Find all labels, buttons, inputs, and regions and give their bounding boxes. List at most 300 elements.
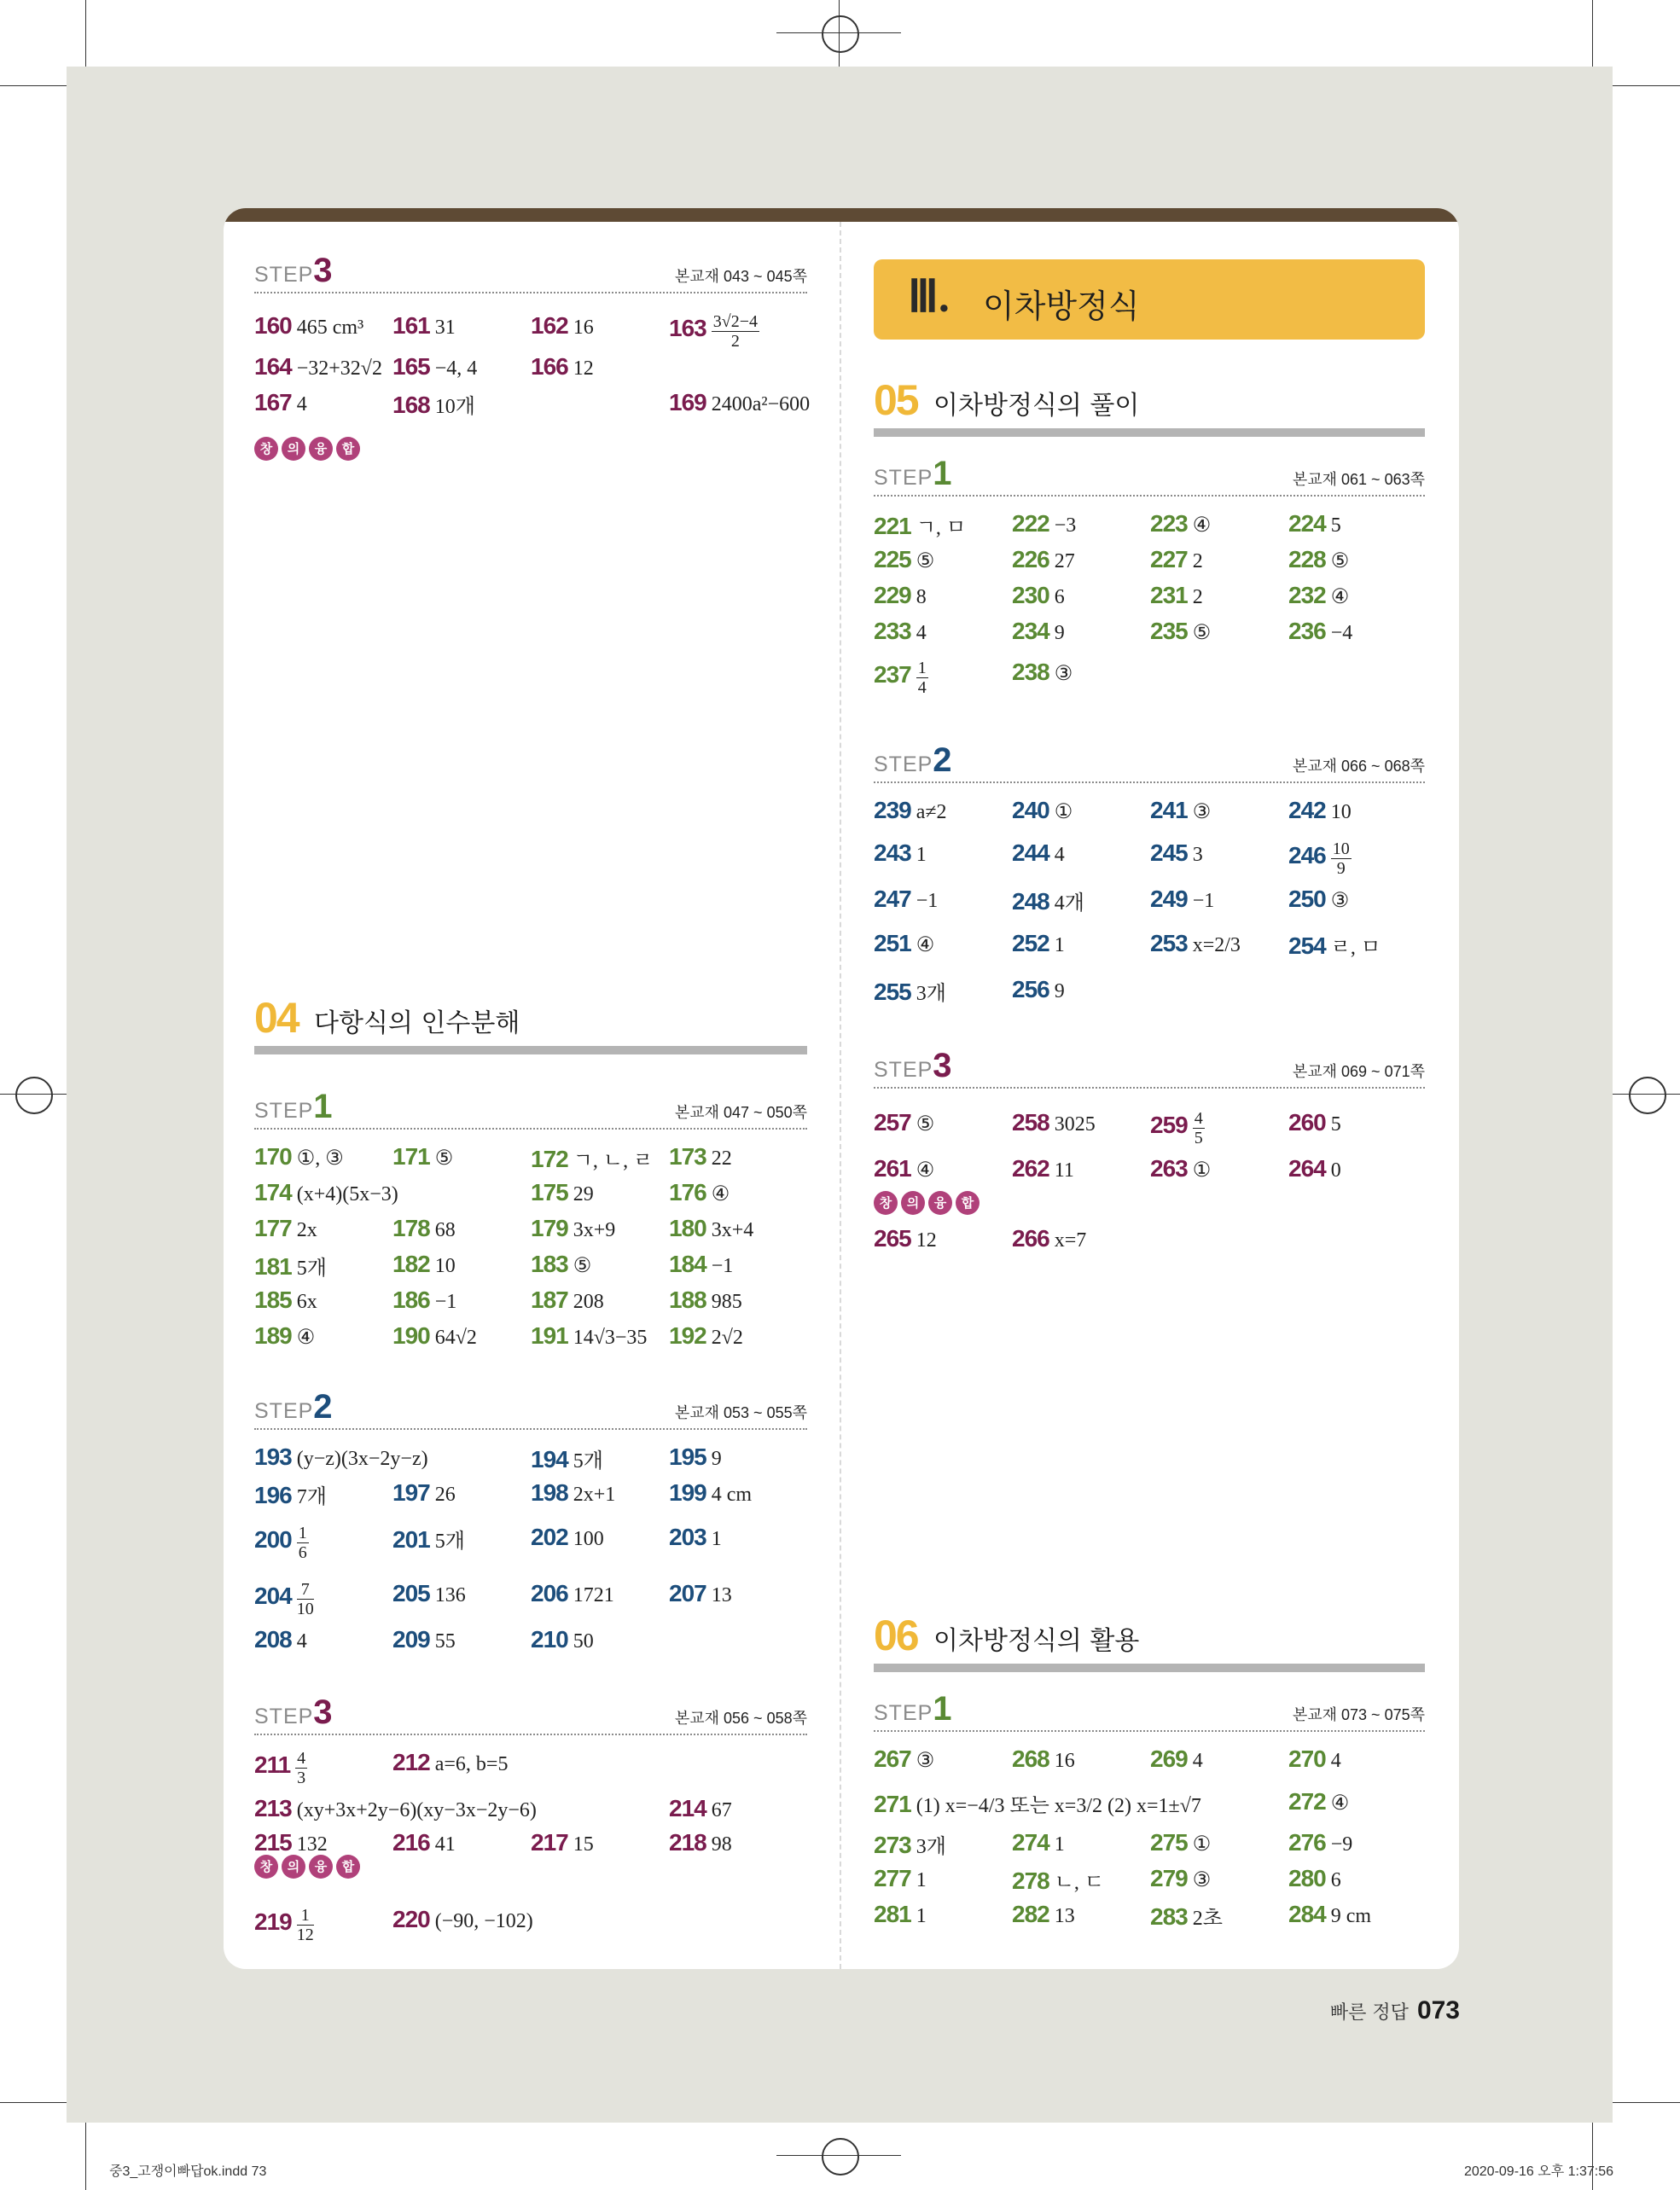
answer-value: 5개 (573, 1450, 603, 1473)
answer-item (669, 1829, 732, 1856)
question-number: 197 (392, 1479, 430, 1506)
question-number: 171 (392, 1143, 430, 1170)
crop-mark (1613, 85, 1680, 86)
answer-item (1150, 1865, 1211, 1892)
answer-value: 50 (573, 1630, 594, 1653)
answer-value: −1 (434, 1291, 457, 1313)
answer-item (669, 1287, 742, 1314)
question-number: 185 (254, 1287, 292, 1313)
answer-value: 4 (1192, 1750, 1203, 1772)
answer-value: 5 (1330, 514, 1341, 537)
answer-item (254, 1322, 315, 1350)
answer-value: 12 (916, 1229, 937, 1252)
badge-char: 융 (309, 437, 333, 461)
answer-value: −4, 4 (434, 357, 478, 380)
question-number: 281 (874, 1901, 911, 1927)
answer-item (1288, 618, 1352, 645)
answer-value: (−90, −102) (434, 1910, 533, 1932)
question-number: 250 (1288, 886, 1326, 912)
answer-item (254, 1251, 327, 1281)
question-number: 213 (254, 1795, 292, 1821)
answer-item (669, 312, 759, 351)
answer-item (531, 1829, 594, 1856)
answer-value: ④ (1192, 514, 1212, 537)
question-number: 263 (1150, 1155, 1188, 1182)
answer-item (254, 1524, 309, 1562)
answer-value: 4 (1054, 844, 1065, 866)
answer-item (254, 1580, 314, 1618)
answer-item (531, 312, 594, 340)
question-number: 235 (1150, 618, 1188, 644)
answer-item (531, 1143, 653, 1173)
print-slug: 2020-09-16 오후 1:37:56 (1463, 2164, 1613, 2179)
answer-value: −9 (1330, 1833, 1353, 1856)
answer-item (874, 1109, 934, 1136)
question-number: 167 (254, 389, 292, 415)
answer-item (1150, 797, 1211, 824)
registration-mark-icon (822, 15, 859, 53)
answer-item (392, 1287, 456, 1314)
answer-value: 16 (573, 317, 594, 339)
question-number: 270 (1288, 1746, 1326, 1772)
answer-value: $\frac{4}{5}$ (1194, 1109, 1203, 1147)
answer-value: 3개 (916, 983, 946, 1005)
answer-value: 13 (1054, 1905, 1075, 1927)
question-number: 257 (874, 1109, 911, 1136)
step-header: STEP1 본교재 061 ~ 063쪽 (874, 456, 1425, 497)
question-number: 283 (1150, 1903, 1188, 1930)
question-number: 206 (531, 1580, 568, 1606)
answer-value: $\frac{3√2-4}{2}$ (712, 312, 758, 351)
step-header: STEP3 본교재 056 ~ 058쪽 (254, 1694, 807, 1735)
answer-value: 12 (573, 357, 594, 380)
answer-value: 5 (1330, 1113, 1341, 1136)
answer-item (1288, 930, 1381, 960)
answer-value: 2x+1 (573, 1484, 616, 1506)
answer-item (1012, 1829, 1065, 1856)
answer-item (1012, 976, 1065, 1003)
question-number: 242 (1288, 797, 1326, 823)
answer-value: 13 (711, 1584, 732, 1606)
answer-value: −1 (1192, 890, 1215, 912)
answer-value: 5개 (296, 1258, 327, 1280)
answer-value: 4 (916, 622, 927, 644)
answer-value: 2√2 (711, 1327, 743, 1349)
answer-item (254, 1143, 344, 1171)
answer-value: 7개 (296, 1486, 327, 1508)
question-number: 181 (254, 1253, 292, 1280)
answer-value: −32+32√2 (296, 357, 382, 380)
page-range: 본교재 043 ~ 045쪽 (674, 268, 807, 285)
question-number: 282 (1012, 1901, 1049, 1927)
answer-value: 1721 (573, 1584, 614, 1606)
answer-item (1012, 510, 1076, 537)
answer-value: ⑤ (1330, 550, 1350, 572)
question-number: 224 (1288, 510, 1326, 537)
question-number: 219 (254, 1908, 292, 1936)
badge-char: 의 (282, 437, 305, 461)
step-header: STEP2 본교재 053 ~ 055쪽 (254, 1389, 807, 1430)
answer-value: −4 (1330, 622, 1353, 644)
answer-value: 2x (296, 1219, 317, 1241)
answer-item (874, 976, 946, 1006)
answer-value: ③ (916, 1750, 935, 1772)
answer-item (254, 1795, 537, 1822)
page-range: 본교재 069 ~ 071쪽 (1292, 1063, 1425, 1080)
answer-value: 14√3−35 (573, 1327, 648, 1349)
question-number: 277 (874, 1865, 911, 1891)
answer-value: ③ (1192, 1869, 1212, 1891)
question-number: 187 (531, 1287, 568, 1313)
question-number: 200 (254, 1526, 292, 1554)
answer-value: (y−z)(3x−2y−z) (296, 1448, 428, 1470)
answer-value: 31 (434, 317, 456, 339)
answer-item (874, 1225, 937, 1252)
answer-value: 67 (711, 1799, 732, 1821)
answer-item (392, 1215, 456, 1242)
answer-item (874, 930, 934, 957)
question-number: 276 (1288, 1829, 1326, 1856)
answer-item (1012, 930, 1065, 957)
question-number: 216 (392, 1829, 430, 1856)
registration-mark-icon (1629, 1077, 1666, 1114)
answer-value: 1 (916, 1905, 927, 1927)
question-number: 194 (531, 1446, 568, 1473)
answer-item (669, 1524, 722, 1551)
badge-char: 창 (874, 1191, 898, 1215)
answer-item (531, 353, 594, 380)
answer-item (531, 1580, 614, 1607)
question-number: 273 (874, 1832, 911, 1858)
answer-item (874, 1901, 927, 1928)
answer-item (874, 1155, 934, 1182)
answer-value: ⑤ (573, 1255, 592, 1277)
question-number: 249 (1150, 886, 1188, 912)
left-column (254, 208, 811, 1969)
question-number: 180 (669, 1215, 706, 1241)
answer-item (1150, 1109, 1205, 1147)
answer-value: ① (1192, 1833, 1212, 1856)
crop-mark (0, 1094, 67, 1095)
crop-mark (1592, 0, 1593, 67)
answer-item (1288, 1155, 1341, 1182)
answer-value: ④ (1330, 586, 1350, 608)
answer-item (531, 1524, 604, 1551)
answer-item (1012, 618, 1065, 645)
question-number: 230 (1012, 582, 1049, 608)
answer-item (1288, 1901, 1371, 1928)
question-number: 247 (874, 886, 911, 912)
answer-item (874, 510, 966, 540)
question-number: 184 (669, 1251, 706, 1277)
answer-value: $\frac{10}{9}$ (1332, 839, 1350, 878)
answer-item (669, 1143, 732, 1171)
answer-value: 3x+4 (711, 1219, 754, 1241)
answer-item (874, 582, 927, 609)
answer-item (669, 1179, 730, 1206)
page-range: 본교재 061 ~ 063쪽 (1292, 471, 1425, 488)
answer-item (392, 1829, 456, 1856)
question-number: 199 (669, 1479, 706, 1506)
badge-char: 융 (928, 1191, 952, 1215)
answer-item (1150, 510, 1211, 537)
question-number: 172 (531, 1146, 568, 1172)
question-number: 237 (874, 661, 911, 688)
question-number: 266 (1012, 1225, 1049, 1252)
answer-value: 2 (1192, 586, 1203, 608)
answer-value: ㄹ, ㅁ (1330, 937, 1381, 959)
question-number: 251 (874, 930, 911, 956)
answer-item (874, 1829, 946, 1859)
answer-item (1150, 1901, 1223, 1931)
crop-mark (1613, 1094, 1680, 1095)
step-header: STEP3 본교재 043 ~ 045쪽 (254, 253, 807, 293)
answer-value: $\frac{4}{3}$ (297, 1749, 306, 1787)
question-number: 161 (392, 312, 430, 339)
answer-value: 4 (296, 1630, 307, 1653)
answer-item (1012, 1225, 1086, 1252)
crop-mark (0, 2102, 67, 2103)
answer-item (669, 1479, 752, 1507)
answer-item (874, 1746, 934, 1773)
answer-item (1012, 797, 1073, 824)
badge-char: 합 (336, 1855, 360, 1879)
question-number: 201 (392, 1526, 430, 1553)
badge-char: 창 (254, 437, 278, 461)
question-number: 253 (1150, 930, 1188, 956)
question-number: 165 (392, 353, 430, 380)
answer-value: 4 (296, 393, 307, 415)
registration-mark-icon (822, 2138, 859, 2175)
answer-value: 0 (1330, 1159, 1341, 1182)
answer-value: 3025 (1054, 1113, 1096, 1136)
question-number: 264 (1288, 1155, 1326, 1182)
badge-char: 의 (282, 1855, 305, 1879)
question-number: 191 (531, 1322, 568, 1349)
step-header: STEP2 본교재 066 ~ 068쪽 (874, 742, 1425, 783)
answer-item (531, 1179, 594, 1206)
answer-value: 3개 (916, 1836, 946, 1858)
question-number: 210 (531, 1626, 568, 1653)
answer-item (254, 389, 307, 416)
answer-value: 9 (711, 1448, 722, 1470)
question-number: 176 (669, 1179, 706, 1205)
creative-fusion-badge (874, 1191, 980, 1215)
badge-char: 창 (254, 1855, 278, 1879)
answer-value: 2400a²−600 (711, 393, 811, 415)
question-number: 196 (254, 1482, 292, 1508)
answer-item (1012, 659, 1073, 686)
answer-item (392, 389, 475, 419)
answer-value: 41 (434, 1833, 456, 1856)
page-range: 본교재 047 ~ 050쪽 (674, 1104, 807, 1121)
step-header: STEP1 본교재 047 ~ 050쪽 (254, 1089, 807, 1130)
question-number: 195 (669, 1444, 706, 1470)
answer-item (1288, 1829, 1352, 1856)
answer-item (531, 1215, 615, 1242)
answer-item (1150, 582, 1203, 609)
answer-item (1012, 546, 1075, 573)
question-number: 207 (669, 1580, 706, 1606)
answer-item (254, 1287, 317, 1314)
answer-value: 9 (1054, 622, 1065, 644)
question-number: 284 (1288, 1901, 1326, 1927)
question-number: 268 (1012, 1746, 1049, 1772)
answer-item (531, 1626, 594, 1653)
registration-mark-icon (15, 1077, 53, 1114)
answer-value: ① (1054, 801, 1073, 823)
answer-value: ⑤ (916, 1113, 935, 1136)
answer-value: 98 (711, 1833, 732, 1856)
answer-item (1288, 1788, 1349, 1815)
answer-item (1012, 1865, 1104, 1895)
badge-char: 합 (336, 437, 360, 461)
question-number: 203 (669, 1524, 706, 1550)
answer-value: ③ (1330, 890, 1350, 912)
answer-value: a=6, b=5 (434, 1753, 509, 1775)
answer-item (392, 1479, 456, 1507)
answer-item (1150, 1155, 1211, 1182)
question-number: 238 (1012, 659, 1049, 685)
answer-item (531, 1251, 591, 1278)
crop-mark (85, 0, 86, 67)
question-number: 261 (874, 1155, 911, 1182)
answer-item (669, 1795, 732, 1822)
question-number: 228 (1288, 546, 1326, 572)
question-number: 279 (1150, 1865, 1188, 1891)
question-number: 274 (1012, 1829, 1049, 1856)
answer-value: x=7 (1054, 1229, 1087, 1252)
answer-value: 465 cm³ (296, 317, 364, 339)
answer-item (1150, 1829, 1211, 1856)
question-number: 255 (874, 979, 911, 1005)
question-number: 198 (531, 1479, 568, 1506)
answer-item (874, 618, 927, 645)
answer-item (1150, 546, 1203, 573)
answer-value: 64√2 (434, 1327, 477, 1349)
question-number: 164 (254, 353, 292, 380)
question-number: 160 (254, 312, 292, 339)
answer-value: ⑤ (1192, 622, 1212, 644)
answer-value: ⑤ (916, 550, 935, 572)
question-number: 267 (874, 1746, 911, 1772)
answer-card (224, 208, 1459, 1969)
badge-char: 융 (309, 1855, 333, 1879)
answer-item (1012, 1109, 1096, 1136)
question-number: 220 (392, 1906, 430, 1932)
question-number: 162 (531, 312, 568, 339)
answer-value: (1) x=−4/3 또는 x=3/2 (2) x=1±√7 (916, 1795, 1201, 1817)
answer-value: ①, ③ (296, 1147, 344, 1170)
answer-item (669, 1322, 743, 1350)
question-number: 241 (1150, 797, 1188, 823)
answer-value: 10 (1330, 801, 1352, 823)
answer-item (1150, 1746, 1203, 1773)
question-number: 236 (1288, 618, 1326, 644)
answer-item (1288, 839, 1352, 878)
page-number: 073 (1416, 1996, 1460, 2024)
answer-item (1288, 886, 1349, 913)
question-number: 248 (1012, 888, 1049, 915)
answer-item (531, 1444, 603, 1473)
answer-item (1012, 1901, 1075, 1928)
answer-item (254, 1749, 307, 1787)
answer-item (392, 1626, 456, 1653)
question-number: 227 (1150, 546, 1188, 572)
question-number: 260 (1288, 1109, 1326, 1136)
answer-item (669, 389, 810, 416)
answer-value: ㄴ, ㄷ (1054, 1872, 1105, 1894)
answer-item (1012, 839, 1065, 867)
answer-value: 1 (1054, 1833, 1065, 1856)
answer-value: 1 (916, 1869, 927, 1891)
answer-item (874, 1788, 1201, 1818)
crop-mark (776, 2155, 901, 2156)
answer-item (531, 1322, 647, 1350)
page-range: 본교재 066 ~ 068쪽 (1292, 758, 1425, 775)
question-number: 244 (1012, 839, 1049, 866)
answer-value: 15 (573, 1833, 594, 1856)
question-number: 218 (669, 1829, 706, 1856)
answer-value: 4 cm (711, 1484, 753, 1506)
answer-value: 22 (711, 1147, 732, 1170)
question-number: 183 (531, 1251, 568, 1277)
crop-mark (85, 2123, 86, 2190)
answer-item (392, 1749, 508, 1776)
question-number: 202 (531, 1524, 568, 1550)
question-number: 240 (1012, 797, 1049, 823)
answer-value: 3 (1192, 844, 1203, 866)
answer-value: −1 (916, 890, 939, 912)
question-number: 173 (669, 1143, 706, 1170)
answer-value: 132 (296, 1833, 328, 1856)
crop-mark (1613, 2102, 1680, 2103)
question-number: 190 (392, 1322, 430, 1349)
section-heading: 06 이차방정식의 활용 (874, 1619, 1425, 1672)
answer-value: 2초 (1192, 1908, 1223, 1930)
answer-value: $\frac{7}{10}$ (296, 1580, 314, 1618)
question-number: 211 (254, 1751, 291, 1779)
answer-value: $\frac{1}{12}$ (296, 1906, 314, 1944)
answer-item (531, 1287, 604, 1314)
answer-value: 1 (1054, 934, 1065, 956)
answer-item (874, 797, 947, 824)
answer-value: 29 (573, 1183, 594, 1205)
answer-item (1288, 546, 1349, 573)
question-number: 174 (254, 1179, 292, 1205)
answer-item (874, 886, 938, 913)
answer-item (254, 1626, 307, 1653)
answer-item (1288, 1746, 1341, 1773)
step-header: STEP3 본교재 069 ~ 071쪽 (874, 1048, 1425, 1089)
answer-item (669, 1444, 722, 1471)
answer-value: x=2/3 (1192, 934, 1241, 956)
crop-mark (0, 85, 67, 86)
answer-item (669, 1580, 732, 1607)
question-number: 189 (254, 1322, 292, 1349)
column-divider (840, 222, 841, 1969)
answer-item (1288, 1109, 1341, 1136)
answer-value: ③ (1192, 801, 1212, 823)
section-heading: 04 다항식의 인수분해 (254, 1002, 807, 1054)
answer-value: 26 (434, 1484, 456, 1506)
answer-value: 985 (711, 1291, 742, 1313)
question-number: 215 (254, 1829, 292, 1856)
answer-item (874, 1865, 927, 1892)
question-number: 272 (1288, 1788, 1326, 1815)
answer-item (1012, 1155, 1074, 1182)
answer-item (1150, 930, 1241, 957)
